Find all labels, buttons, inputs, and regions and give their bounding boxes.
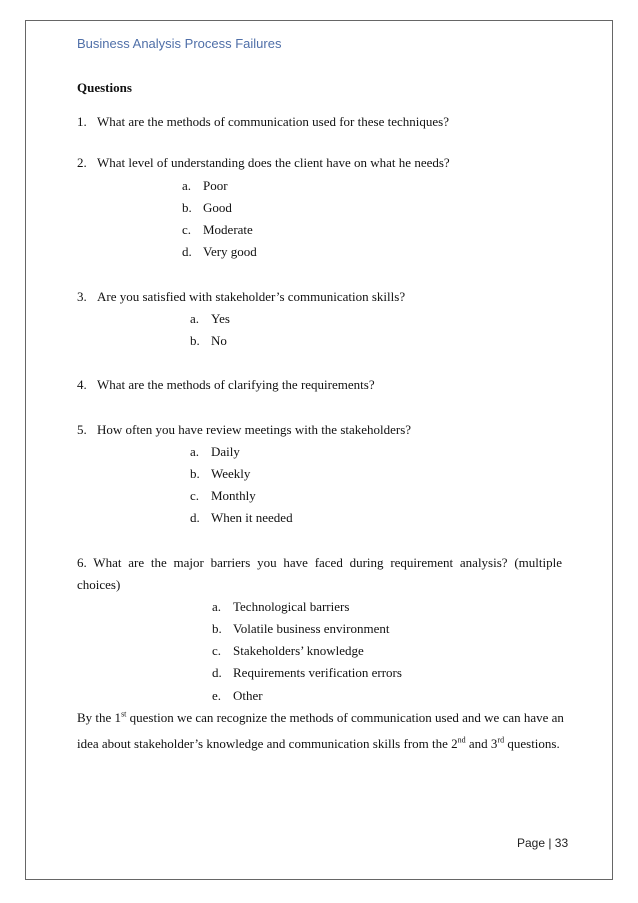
option-item bbox=[212, 688, 263, 704]
option-letter: d. bbox=[182, 244, 192, 259]
option-item bbox=[190, 510, 293, 526]
option-text: Weekly bbox=[211, 466, 251, 481]
question-number: 4. bbox=[77, 377, 87, 392]
conclusion-text: By the 1 bbox=[77, 710, 122, 725]
option-text: Technological barriers bbox=[233, 599, 350, 614]
option-item bbox=[182, 222, 253, 238]
question-number: 3. bbox=[77, 289, 87, 304]
option-text: Moderate bbox=[203, 222, 253, 237]
option-item bbox=[212, 665, 402, 681]
superscript: nd bbox=[457, 735, 466, 745]
conclusion-text: idea about stakeholder’s knowledge and communication skills from the 2 bbox=[77, 736, 458, 751]
question-number: 2. bbox=[77, 155, 87, 170]
question-text-continued: choices) bbox=[77, 577, 121, 592]
question-text: What level of understanding does the client have on what he needs? bbox=[97, 155, 450, 170]
option-text: Monthly bbox=[211, 488, 256, 503]
superscript: st bbox=[121, 709, 127, 719]
option-text: Other bbox=[233, 688, 263, 703]
option-text: Poor bbox=[203, 178, 228, 193]
question-number: 5. bbox=[77, 422, 87, 437]
option-text: Stakeholders’ knowledge bbox=[233, 643, 364, 658]
option-item bbox=[190, 444, 240, 460]
option-letter: a. bbox=[212, 599, 222, 614]
option-text: Yes bbox=[211, 311, 230, 326]
section-heading: Questions bbox=[77, 80, 132, 95]
option-text: Volatile business environment bbox=[233, 621, 390, 636]
option-text: When it needed bbox=[211, 510, 293, 525]
option-letter: b. bbox=[190, 466, 200, 481]
option-text: Daily bbox=[211, 444, 240, 459]
question-text: What are the major barriers you have faced during requirement analysis? (multiple bbox=[93, 555, 562, 570]
option-letter: c. bbox=[182, 222, 192, 237]
option-item bbox=[190, 311, 230, 327]
option-text: Good bbox=[203, 200, 232, 215]
option-letter: d. bbox=[212, 665, 222, 680]
question-text: Are you satisfied with stakeholder’s communication skills? bbox=[97, 289, 406, 304]
option-item bbox=[190, 466, 250, 482]
conclusion-line-2 bbox=[77, 736, 560, 752]
question-1 bbox=[77, 114, 449, 130]
question-4 bbox=[77, 377, 375, 393]
question-text: What are the methods of clarifying the requirements? bbox=[97, 377, 375, 392]
question-6 bbox=[77, 555, 562, 571]
option-item bbox=[190, 488, 256, 504]
option-item bbox=[212, 599, 349, 615]
question-3 bbox=[77, 289, 405, 305]
conclusion-text: questions. bbox=[504, 736, 560, 751]
option-letter: a. bbox=[190, 444, 200, 459]
conclusion-text: and 3 bbox=[465, 736, 498, 751]
option-letter: b. bbox=[190, 333, 200, 348]
option-item bbox=[190, 333, 227, 349]
option-item bbox=[182, 200, 232, 216]
option-item bbox=[182, 178, 228, 194]
conclusion-line-1 bbox=[77, 710, 562, 726]
option-letter: a. bbox=[182, 178, 192, 193]
option-letter: c. bbox=[212, 643, 222, 658]
question-text: What are the methods of communication used for these techniques? bbox=[97, 114, 449, 129]
option-item bbox=[182, 244, 257, 260]
superscript: rd bbox=[497, 735, 505, 745]
option-letter: b. bbox=[212, 621, 222, 636]
option-item bbox=[212, 621, 389, 637]
option-letter: d. bbox=[190, 510, 200, 525]
conclusion-text: question we can recognize the methods of communication used and we can have an bbox=[126, 710, 564, 725]
question-number: 1. bbox=[77, 114, 87, 129]
page-number: Page | 33 bbox=[517, 836, 569, 850]
question-text: How often you have review meetings with the stakeholders? bbox=[97, 422, 412, 437]
option-letter: a. bbox=[190, 311, 200, 326]
option-item bbox=[212, 643, 364, 659]
question-5 bbox=[77, 422, 411, 438]
option-text: Very good bbox=[203, 244, 257, 259]
question-number: 6. bbox=[77, 555, 87, 570]
option-letter: e. bbox=[212, 688, 222, 703]
running-header: Business Analysis Process Failures bbox=[77, 36, 282, 51]
option-text: No bbox=[211, 333, 227, 348]
option-letter: c. bbox=[190, 488, 200, 503]
option-text: Requirements verification errors bbox=[233, 665, 402, 680]
option-letter: b. bbox=[182, 200, 192, 215]
question-2 bbox=[77, 155, 450, 171]
